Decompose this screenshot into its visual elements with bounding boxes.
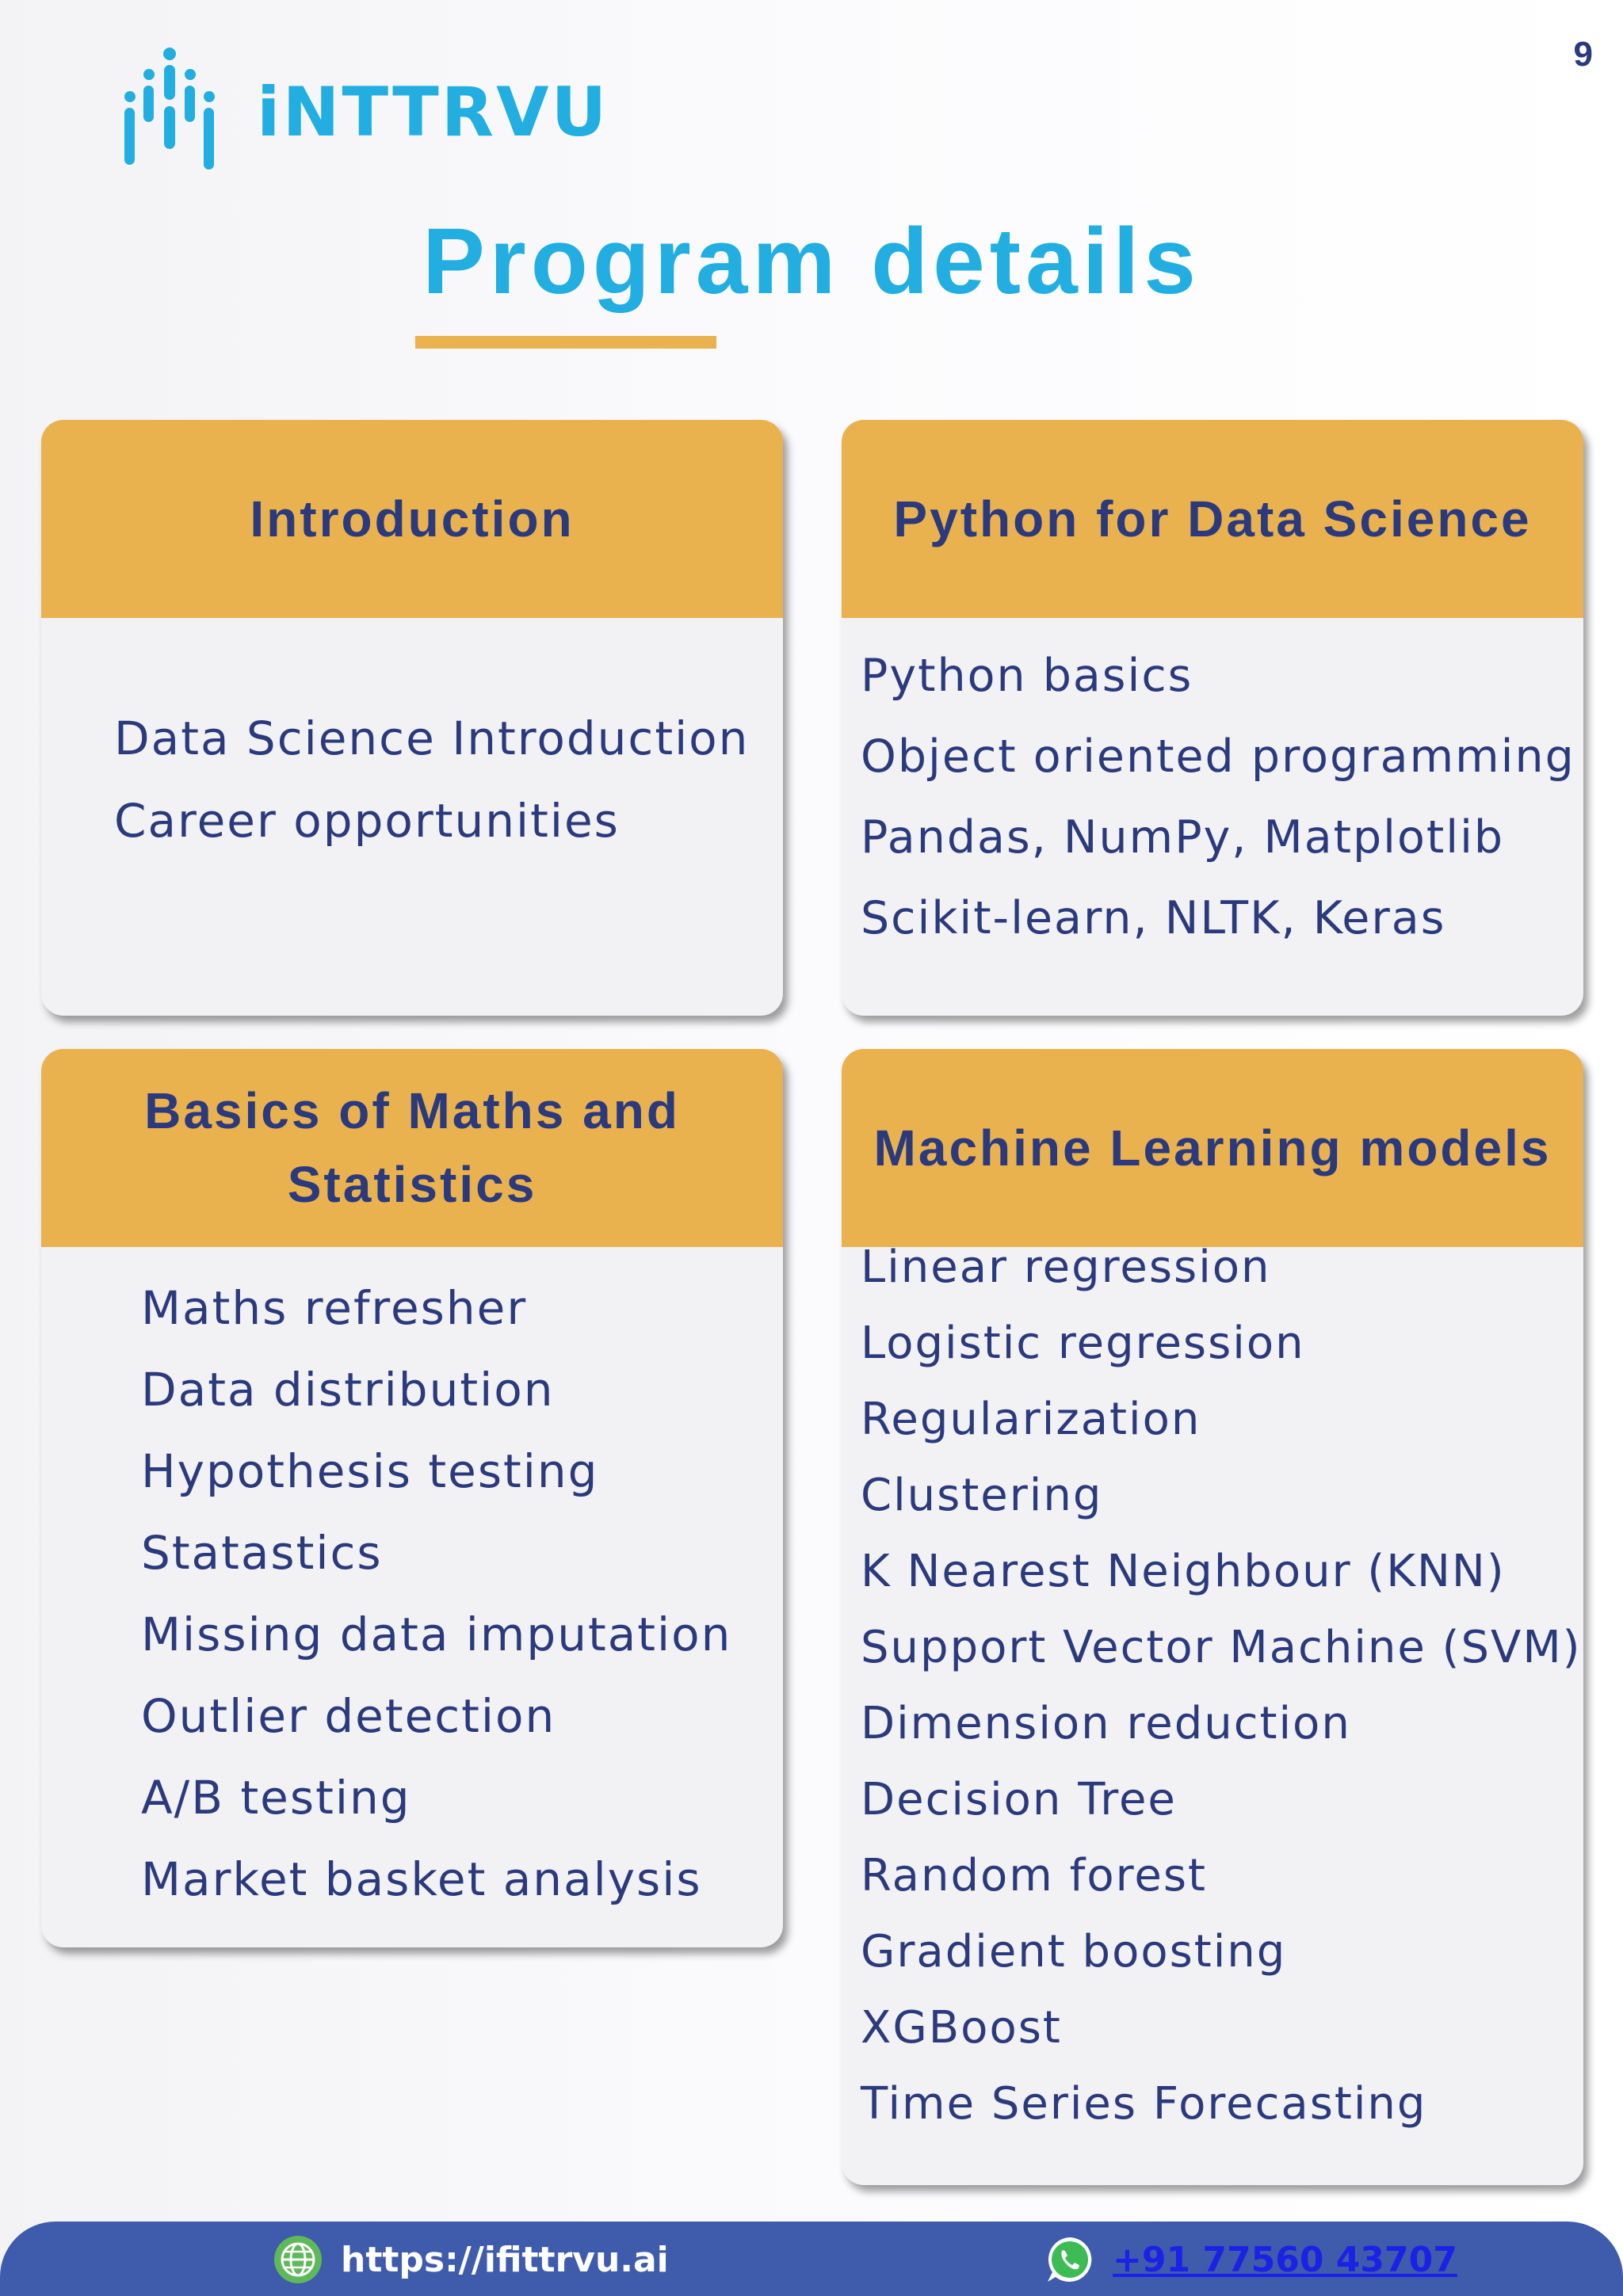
globe-icon — [273, 2234, 323, 2285]
list-item: Decision Tree — [861, 1774, 1177, 1825]
list-item: Object oriented programming — [861, 730, 1575, 783]
list-item: Clustering — [861, 1470, 1103, 1521]
brand-name: iNTTRVU — [257, 73, 609, 152]
list-item: Data distribution — [141, 1363, 555, 1417]
list-item: Outlier detection — [141, 1689, 556, 1743]
card-title-line: Basics of Maths and — [144, 1082, 680, 1140]
footer-phone[interactable] — [1044, 2234, 1457, 2285]
logo-mark-icon — [120, 46, 223, 173]
list-item: Maths refresher — [141, 1281, 528, 1335]
list-item: Missing data imputation — [141, 1608, 732, 1661]
card-header — [41, 420, 783, 618]
list-item: Hypothesis testing — [141, 1444, 599, 1498]
card-python-for-data-science — [842, 420, 1583, 1016]
list-item: Time Series Forecasting — [861, 2078, 1427, 2130]
card-title: Introduction — [250, 490, 575, 547]
page-number: 9 — [1573, 35, 1593, 74]
list-item: K Nearest Neighbour (KNN) — [861, 1546, 1506, 1597]
website-link[interactable]: https://ifittrvu.ai — [341, 2239, 669, 2280]
phone-link[interactable]: +91 77560 43707 — [1113, 2239, 1457, 2280]
card-title — [144, 1074, 680, 1222]
list-item: A/B testing — [141, 1771, 411, 1825]
list-item: XGBoost — [861, 2002, 1062, 2054]
list-item: Statastics — [141, 1526, 383, 1580]
topic-list — [842, 618, 1583, 959]
list-item: Support Vector Machine (SVM) — [861, 1622, 1582, 1673]
card-title: Python for Data Science — [893, 490, 1532, 547]
list-item: Scikit-learn, NLTK, Keras — [861, 892, 1446, 944]
list-item: Market basket analysis — [141, 1852, 702, 1906]
card-title: Machine Learning models — [873, 1119, 1552, 1177]
card-header — [842, 1049, 1583, 1247]
footer-website[interactable] — [273, 2234, 669, 2285]
topic-list — [41, 1247, 783, 1920]
card-header — [842, 420, 1583, 618]
card-introduction — [41, 420, 783, 1016]
page-title: Program details — [422, 209, 1201, 314]
list-item: Data Science Introduction — [114, 711, 750, 765]
brand-logo — [120, 46, 609, 173]
footer-bar — [0, 2222, 1623, 2296]
list-item: Logistic regression — [861, 1318, 1305, 1369]
list-item: Gradient boosting — [861, 1926, 1287, 1978]
list-item: Dimension reduction — [861, 1698, 1351, 1749]
list-item: Regularization — [861, 1394, 1201, 1445]
list-item: Python basics — [861, 650, 1193, 702]
whatsapp-icon — [1044, 2234, 1095, 2285]
card-header — [41, 1049, 783, 1247]
title-underline — [415, 336, 716, 349]
card-machine-learning-models — [842, 1049, 1583, 2185]
topic-list — [842, 1230, 1583, 2142]
list-item: Career opportunities — [114, 794, 620, 848]
list-item: Random forest — [861, 1850, 1208, 1901]
card-title-line: Statistics — [287, 1156, 537, 1213]
list-item: Linear regression — [861, 1241, 1271, 1293]
list-item: Pandas, NumPy, Matplotlib — [861, 811, 1505, 864]
topic-list — [41, 618, 783, 862]
card-maths-and-statistics — [41, 1049, 783, 1947]
